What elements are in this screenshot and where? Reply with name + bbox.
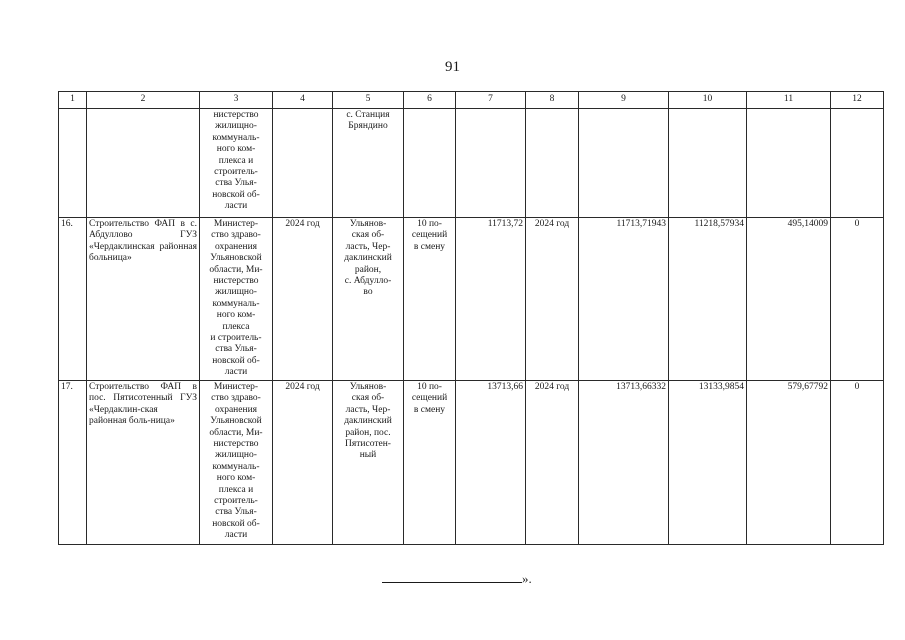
regional-cell: 579,67792 [747,381,831,545]
closing-mark [382,571,532,587]
row-number: 17. [59,381,87,545]
column-header: 3 [200,92,273,109]
table-row [59,218,884,381]
table-row-continuation [59,109,884,218]
total-cell: 13713,66332 [579,381,669,545]
column-header: 9 [579,92,669,109]
table-row [59,381,884,545]
column-header: 6 [404,92,456,109]
header-row [59,92,884,109]
end-year-cell: 2024 год [526,381,579,545]
column-header: 4 [273,92,333,109]
table-cell [831,109,884,218]
table-cell [579,109,669,218]
page-number: 91 [445,59,460,75]
object-name-cell: Строительство ФАП в с. Абдуллово ГУЗ «Чердаклинская районная больница» [87,218,200,381]
table-cell [87,109,200,218]
capacity-cell: 10 по- сещений в смену [404,381,456,545]
column-header: 5 [333,92,404,109]
column-header: 2 [87,92,200,109]
object-name-cell: Строительство ФАП в пос. Пятисотенный ГУЗ «Чердаклин-ская районная боль-ница» [87,381,200,545]
column-header: 10 [669,92,747,109]
column-header: 11 [747,92,831,109]
column-header: 12 [831,92,884,109]
other-cell: 0 [831,381,884,545]
column-header: 8 [526,92,579,109]
other-cell: 0 [831,218,884,381]
regional-cell: 495,14009 [747,218,831,381]
table-cell [404,109,456,218]
table-cell [59,109,87,218]
table-cell [456,109,526,218]
customer-cell: Министер- ство здраво- охранения Ульяновской области, Ми- нистерство жилищно- коммуналь- ного ком- плекса и строитель- ства Улья- новской об- ласти [200,381,273,545]
federal-cell: 11218,57934 [669,218,747,381]
location-cell: с. Станция Бряндино [333,109,404,218]
location-cell: Ульянов- ская об- ласть, Чер- даклинский район, с. Абдулло- во [333,218,404,381]
column-header: 7 [456,92,526,109]
customer-cell: Министер- ство здраво- охранения Ульяновской области, Ми- нистерство жилищно- коммуналь- ного ком- плекса и строитель- ства Улья- новской об- ласти [200,218,273,381]
table-cell [747,109,831,218]
table-cell [669,109,747,218]
federal-cell: 13133,9854 [669,381,747,545]
table-cell [526,109,579,218]
cost-cell: 11713,72 [456,218,526,381]
row-number: 16. [59,218,87,381]
capacity-cell: 10 по- сещений в смену [404,218,456,381]
end-year-cell: 2024 год [526,218,579,381]
column-header: 1 [59,92,87,109]
closing-line [382,572,522,583]
document-table [58,91,884,545]
customer-cell: нистерство жилищно- коммуналь- ного ком- плекса и строитель- ства Улья- новской об- ласти [200,109,273,218]
total-cell: 11713,71943 [579,218,669,381]
year-cell: 2024 год [273,218,333,381]
year-cell: 2024 год [273,381,333,545]
location-cell: Ульянов- ская об- ласть, Чер- даклинский район, пос. Пятисотен- ный [333,381,404,545]
closing-quote: ». [522,571,532,586]
table-cell [273,109,333,218]
cost-cell: 13713,66 [456,381,526,545]
